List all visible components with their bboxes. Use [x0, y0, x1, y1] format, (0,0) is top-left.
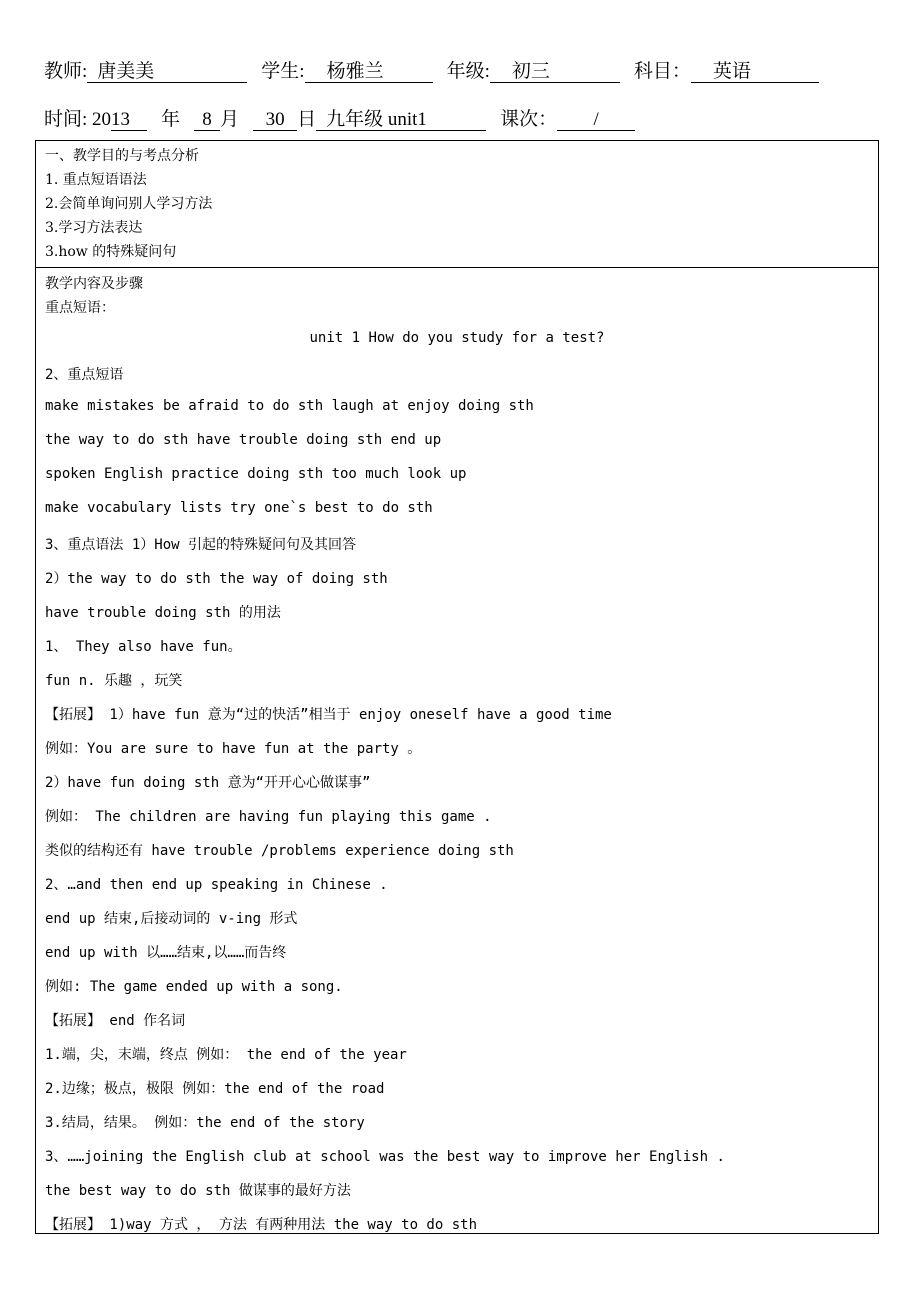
year-unit: 年 — [161, 109, 181, 130]
topic-value: 九年级 unit1 — [316, 110, 486, 131]
content-line: 2、重点短语 — [45, 367, 124, 383]
grade-label: 年级: — [446, 61, 490, 82]
month-unit: 月 — [220, 109, 240, 130]
content-line: fun n. 乐趣 ，玩笑 — [45, 673, 183, 689]
grade-value: 初三 — [490, 62, 620, 83]
content-line: 1.端，尖，末端，终点 例如： the end of the year — [45, 1047, 407, 1063]
content-line: 2）the way to do sth the way of doing sth — [45, 571, 388, 587]
content-line: make vocabulary lists try one`s best to do sth — [45, 500, 433, 516]
objectives-section — [36, 141, 878, 268]
teacher-value: 唐美美 — [87, 62, 247, 83]
content-line: 例如: The game ended up with a song. — [45, 979, 343, 995]
content-line: 【拓展】 end 作名词 — [45, 1013, 186, 1029]
content-line: 2.边缘；极点，极限 例如：the end of the road — [45, 1081, 385, 1097]
content-line: 【拓展】 1)way 方式 ， 方法 有两种用法 the way to do sth — [45, 1217, 478, 1233]
student-label: 学生: — [261, 61, 305, 82]
lesson-label: 课次： — [500, 109, 558, 130]
teacher-label: 教师: — [44, 61, 88, 82]
lesson-table — [35, 140, 879, 1234]
content-line: spoken English practice doing sth too much look up — [45, 466, 467, 482]
time-label: 时间: 20 — [44, 109, 112, 130]
content-line: 2）have fun doing sth 意为“开开心心做谋事” — [45, 775, 371, 791]
objectives-line: 2.会简单询问别人学习方法 — [45, 196, 213, 212]
month-value: 8 — [194, 110, 220, 131]
objectives-line: 3.how 的特殊疑问句 — [45, 244, 177, 260]
year-value: 13 — [111, 110, 147, 131]
content-line: have trouble doing sth 的用法 — [45, 605, 281, 621]
day-unit: 日 — [297, 109, 317, 130]
day-value: 30 — [253, 110, 297, 131]
objectives-line: 1. 重点短语语法 — [45, 172, 147, 188]
content-line: make mistakes be afraid to do sth laugh at enjoy doing sth — [45, 398, 534, 414]
objectives-line: 3.学习方法表达 — [45, 220, 143, 236]
content-line: the way to do sth have trouble doing sth end up — [45, 432, 442, 448]
content-line: 例如：You are sure to have fun at the party 。 — [45, 741, 422, 757]
student-value: 杨雅兰 — [305, 62, 433, 83]
content-line: end up 结束,后接动词的 v-ing 形式 — [45, 911, 298, 927]
objectives-line: 一、教学目的与考点分析 — [45, 148, 199, 164]
content-line: 1、 They also have fun。 — [45, 639, 242, 655]
subject-value: 英语 — [691, 62, 819, 83]
content-intro: 重点短语： — [45, 300, 115, 316]
content-intro: 教学内容及步骤 — [45, 276, 143, 292]
lesson-value: / — [557, 110, 635, 131]
unit-title: unit 1 How do you study for a test? — [309, 330, 605, 346]
header-line-1 — [44, 56, 819, 83]
content-line: end up with 以……结束,以……而告终 — [45, 945, 287, 961]
content-line: 3、……joining the English club at school was the best way to improve her English . — [45, 1149, 725, 1165]
content-line: 3.结局，结果。 例如：the end of the story — [45, 1115, 365, 1131]
subject-label: 科目： — [633, 61, 691, 82]
content-line: 2、…and then end up speaking in Chinese . — [45, 877, 388, 893]
content-line: 【拓展】 1）have fun 意为“过的快活”相当于 enjoy oneself have a good time — [45, 707, 612, 723]
content-line: the best way to do sth 做谋事的最好方法 — [45, 1183, 351, 1199]
content-line: 例如： The children are having fun playing this game . — [45, 809, 492, 825]
content-line: 3、重点语法 1）How 引起的特殊疑问句及其回答 — [45, 537, 356, 553]
header-line-2 — [44, 104, 635, 131]
content-line: 类似的结构还有 have trouble /problems experience doing sth — [45, 843, 514, 859]
